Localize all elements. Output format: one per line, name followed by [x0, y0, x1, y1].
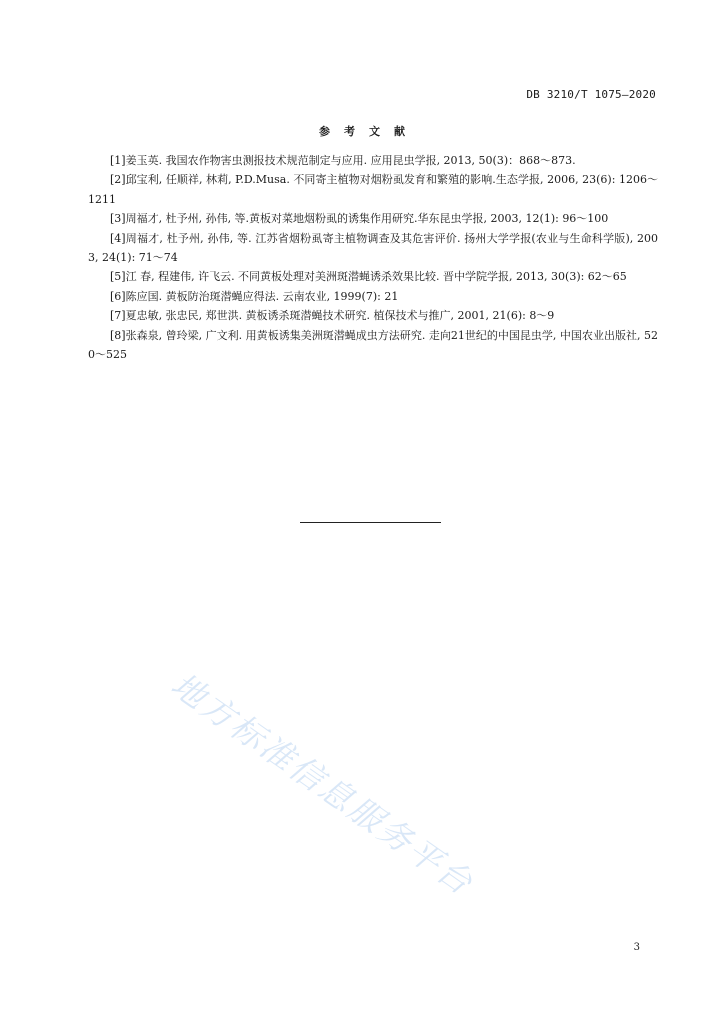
- reference-item: [3]周福才, 杜予州, 孙伟, 等.黄板对菜地烟粉虱的诱集作用研究.华东昆虫学报, 2003, 12(1): 96～100: [110, 212, 609, 226]
- reference-item: [8]张森泉, 曾玲梁, 广文利. 用黄板诱集美洲斑潜蝇成虫方法研究. 走向21世纪的中国昆虫学, 中国农业出版社, 520～525: [88, 328, 658, 362]
- reference-item: [1]姜玉英. 我国农作物害虫测报技术规范制定与应用. 应用昆虫学报, 2013, 50(3)：868～873.: [110, 154, 576, 167]
- reference-item: [6]陈应国. 黄板防治斑潜蝇应得法. 云南农业, 1999(7): 21: [110, 289, 399, 303]
- reference-list: [88, 151, 658, 364]
- page-number: 3: [633, 942, 640, 953]
- reference-item: [5]江 春, 程建伟, 许飞云. 不同黄板处理对美洲斑潜蝇诱杀效果比较. 晋中学院学报, 2013, 30(3): 62～65: [110, 270, 627, 284]
- reference-item: [2]邱宝利, 任顺祥, 林莉, P.D.Musa. 不同寄主植物对烟粉虱发育和繁殖的影响.生态学报, 2006, 23(6): 1206～1211: [88, 173, 658, 206]
- reference-item: [7]夏忠敏, 张忠民, 郑世洪. 黄板诱杀斑潜蝇技术研究. 植保技术与推广, 2001, 21(6): 8～9: [110, 309, 555, 323]
- section-title: 参考文献: [319, 125, 419, 138]
- end-divider: [300, 522, 441, 523]
- watermark: 地方标准信息服务平台: [164, 664, 482, 904]
- reference-item: [4]周福才, 杜予州, 孙伟, 等. 江苏省烟粉虱寄主植物调查及其危害评价. 扬州大学学报(农业与生命科学版), 2003, 24(1): 71～74: [88, 231, 658, 265]
- document-code: DB 3210/T 1075—2020: [526, 88, 656, 101]
